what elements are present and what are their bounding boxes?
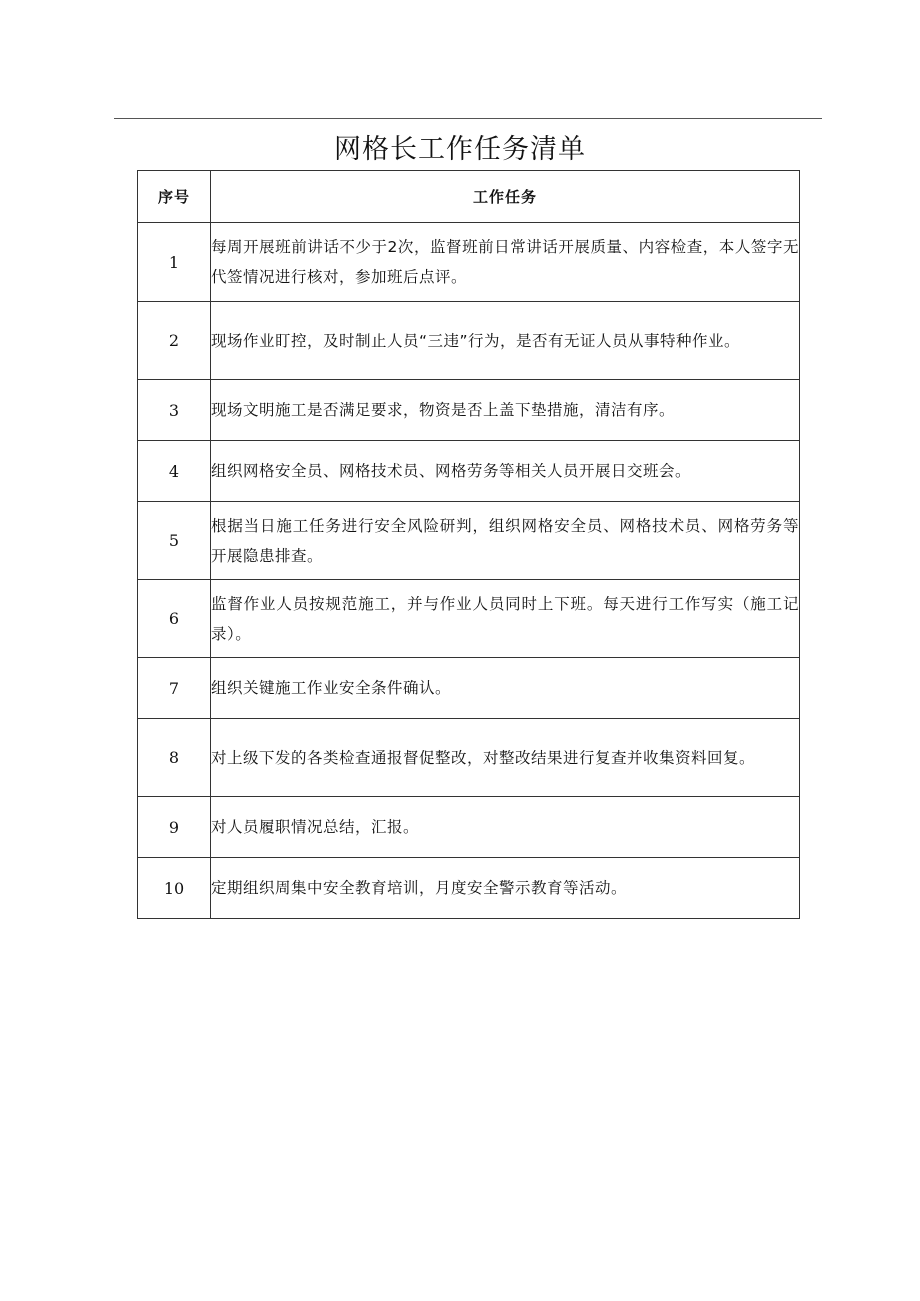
table-row [138, 223, 800, 302]
row-task: 每周开展班前讲话不少于2次，监督班前日常讲话开展质量、内容检查，本人签字无代签情况进行核对，参加班后点评。 [211, 223, 800, 302]
row-index: 8 [138, 719, 211, 797]
row-task: 现场作业盯控，及时制止人员“三违”行为，是否有无证人员从事特种作业。 [211, 302, 800, 380]
table-row [138, 380, 800, 441]
row-index: 6 [138, 580, 211, 658]
row-index: 7 [138, 658, 211, 719]
row-task: 定期组织周集中安全教育培训，月度安全警示教育等活动。 [211, 858, 800, 919]
task-table [137, 170, 800, 919]
row-index: 10 [138, 858, 211, 919]
table-row [138, 719, 800, 797]
table-row [138, 797, 800, 858]
table-row [138, 658, 800, 719]
page-title: 网格长工作任务清单 [334, 134, 586, 165]
row-task: 对上级下发的各类检查通报督促整改，对整改结果进行复查并收集资料回复。 [211, 719, 800, 797]
row-task: 现场文明施工是否满足要求，物资是否上盖下垫措施，清洁有序。 [211, 380, 800, 441]
table-row [138, 858, 800, 919]
row-index: 1 [138, 223, 211, 302]
row-index: 3 [138, 380, 211, 441]
row-index: 4 [138, 441, 211, 502]
row-task: 根据当日施工任务进行安全风险研判，组织网格安全员、网格技术员、网格劳务等开展隐患排查。 [211, 502, 800, 580]
row-task: 监督作业人员按规范施工，并与作业人员同时上下班。每天进行工作写实（施工记录）。 [211, 580, 800, 658]
row-index: 5 [138, 502, 211, 580]
row-task: 对人员履职情况总结，汇报。 [211, 797, 800, 858]
row-index: 9 [138, 797, 211, 858]
header-task: 工作任务 [211, 171, 800, 223]
row-task: 组织关键施工作业安全条件确认。 [211, 658, 800, 719]
table-row [138, 502, 800, 580]
header-rule [114, 118, 822, 119]
row-task: 组织网格安全员、网格技术员、网格劳务等相关人员开展日交班会。 [211, 441, 800, 502]
header-index: 序号 [138, 171, 211, 223]
table-header-row [138, 171, 800, 223]
row-index: 2 [138, 302, 211, 380]
table-row [138, 580, 800, 658]
table-row [138, 441, 800, 502]
table-row [138, 302, 800, 380]
